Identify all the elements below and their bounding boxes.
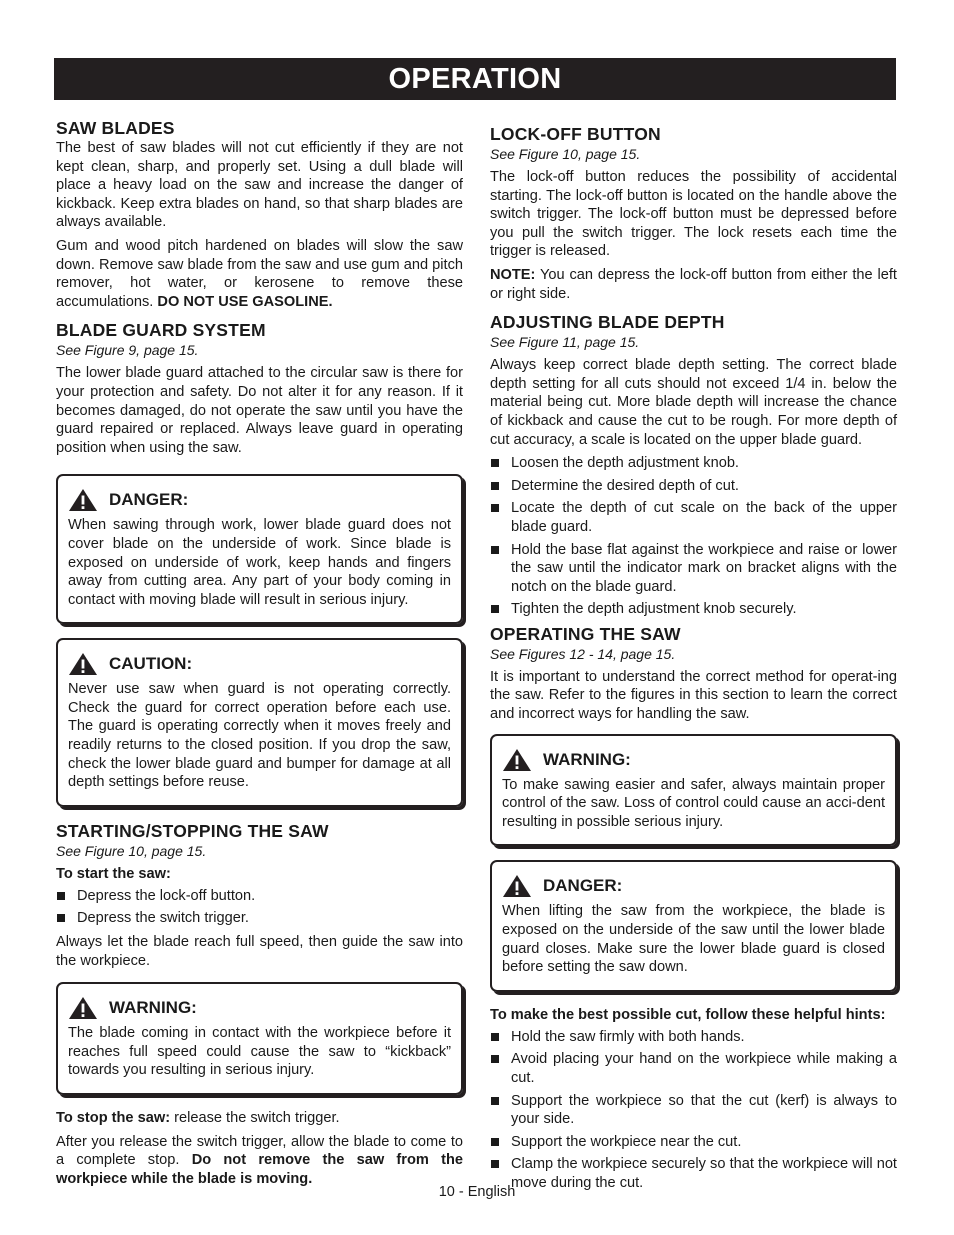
right-column <box>490 118 897 1198</box>
square-bullet-icon <box>491 546 499 554</box>
list-item-text: Determine the desired depth of cut. <box>511 477 739 494</box>
caution-box-title: CAUTION: <box>109 654 193 674</box>
blade-guard-paragraph: The lower blade guard attached to the circular saw is there for your protection and safety. Do not alter it for any reason. If it becomes damaged, do not operate the saw until you have the guard repaired or replaced. Always leave guard in operating position when using the saw. <box>56 365 463 456</box>
square-bullet-icon <box>491 459 499 467</box>
danger-box-title: DANGER: <box>109 490 189 510</box>
note-label: NOTE: <box>490 266 536 283</box>
stopping-text: After you release the switch trigger, allow the blade to come to a complete stop. <box>56 1133 463 1169</box>
stopping-paragraph <box>56 1133 463 1189</box>
list-item <box>490 1050 897 1087</box>
stopping-bold: Do not remove the saw from the workpiece while the blade is moving. <box>56 1152 463 1187</box>
warning-triangle-icon <box>502 874 532 898</box>
warning-box <box>56 982 463 1095</box>
danger-box-title: DANGER: <box>543 876 623 896</box>
square-bullet-icon <box>491 1160 499 1168</box>
blade-depth-list <box>490 454 897 619</box>
danger-box <box>56 474 463 624</box>
operating-figure-ref: See Figures 12 - 14, page 15. <box>490 645 676 662</box>
warning-triangle-icon <box>502 748 532 772</box>
saw-blades-p2-bold: DO NOT USE GASOLINE. <box>157 293 333 310</box>
note-text: You can depress the lock-off button from either the left or right side. <box>490 266 897 302</box>
list-item-text: Hold the base flat against the workpiece and raise or lower the saw until the indicator mark on bracket aligns with the notch on the blade guard. <box>511 541 897 595</box>
list-item-text: Loosen the depth adjustment knob. <box>511 455 739 472</box>
warning-triangle-icon <box>68 652 98 676</box>
square-bullet-icon <box>491 482 499 490</box>
list-item <box>490 454 897 473</box>
lock-off-figure-ref: See Figure 10, page 15. <box>490 146 641 162</box>
square-bullet-icon <box>57 892 65 900</box>
warning-box-title: WARNING: <box>109 998 197 1018</box>
operating-heading: OPERATING THE SAW <box>490 623 681 644</box>
stop-saw-text: release the switch trigger. <box>170 1110 340 1126</box>
square-bullet-icon <box>491 504 499 512</box>
list-item-text: Support the workpiece so that the cut (kerf) is always to your side. <box>511 1092 897 1128</box>
blade-depth-figure-ref: See Figure 11, page 15. <box>490 334 640 351</box>
danger-box <box>490 860 897 991</box>
danger-box-header <box>502 874 885 898</box>
warning-triangle-icon <box>68 996 98 1020</box>
stop-saw-paragraph <box>56 1109 463 1128</box>
list-item-text: Locate the depth of cut scale on the back of the upper blade guard. <box>511 500 897 535</box>
lock-off-heading: LOCK-OFF BUTTON <box>490 124 661 144</box>
stop-saw-label: To stop the saw: <box>56 1110 171 1126</box>
list-item-text: Depress the lock-off button. <box>77 887 256 904</box>
starting-stopping-heading: STARTING/STOPPING THE SAW <box>56 820 329 841</box>
caution-box <box>56 638 463 807</box>
warning-box-header <box>68 996 451 1020</box>
lock-off-paragraph: The lock-off button reduces the possibility of accidental starting. The lock-off button is located on the handle above the switch trigger. The lock-off button must be depressed before you pull the switch trigger. The lock resets each time the trigger is released. <box>490 169 897 260</box>
list-item <box>490 1028 897 1047</box>
danger-box-text: When lifting the saw from the workpiece, the blade is exposed on the underside of the saw until the lower blade guard closes. Make sure the lower blade guard is closed before setting the saw down. <box>502 903 885 976</box>
hints-list <box>490 1028 897 1193</box>
page-footer: 10 - English <box>438 1184 516 1200</box>
list-item-text: Avoid placing your hand on the workpiece while making a cut. <box>511 1051 897 1086</box>
square-bullet-icon <box>491 605 499 613</box>
hints-label: To make the best possible cut, follow these helpful hints: <box>490 1006 886 1023</box>
list-item-text: Support the workpiece near the cut. <box>511 1133 742 1150</box>
list-item-text: Hold the saw firmly with both hands. <box>511 1028 745 1045</box>
caution-box-text: Never use saw when guard is not operating correctly. Check the guard for correct operation before each use. The guard is operating correctly when it moves freely and readily returns to the closed position. If you drop the saw, check the lower blade guard and bumper for damage at all depth settings before reuse. <box>68 681 451 791</box>
starting-paragraph: Always let the blade reach full speed, then guide the saw into the workpiece. <box>56 934 463 969</box>
square-bullet-icon <box>491 1033 499 1041</box>
blade-guard-figure-ref: See Figure 9, page 15. <box>56 342 199 359</box>
danger-box-header <box>68 488 451 512</box>
list-item <box>490 541 897 597</box>
warning-box-title: WARNING: <box>543 749 631 769</box>
left-column <box>56 118 463 1193</box>
warning-box-text: To make sawing easier and safer, always maintain proper control of the saw. Loss of control could cause an acci-dent resulting in possible serious injury. <box>502 776 885 830</box>
square-bullet-icon <box>491 1055 499 1063</box>
blade-depth-heading: ADJUSTING BLADE DEPTH <box>490 312 725 333</box>
list-item-text: Clamp the workpiece securely so that the workpiece will not move during the cut. <box>511 1156 897 1191</box>
starting-figure-ref: See Figure 10, page 15. <box>56 842 207 859</box>
list-item-text: Tighten the depth adjustment knob securely. <box>511 601 797 618</box>
blade-guard-heading: BLADE GUARD SYSTEM <box>56 320 266 341</box>
danger-box-text: When sawing through work, lower blade guard does not cover blade on the underside of work. Since blade is exposed on underside of work, keep hands and fingers away from cutting area. Any part of your body coming in contact with moving blade will result in serious injury. <box>68 517 451 608</box>
list-item-text: Depress the switch trigger. <box>77 910 249 927</box>
square-bullet-icon <box>491 1097 499 1105</box>
list-item <box>56 909 463 928</box>
warning-box <box>490 734 897 847</box>
blade-depth-paragraph: Always keep correct blade depth setting. The correct blade depth setting for all cuts should not exceed 1/4 in. below the material being cut. More blade depth will increase the chance of kickback and cause the cut to be rough. For more depth of cut accuracy, a scale is located on the upper blade guard. <box>490 357 897 448</box>
list-item <box>490 1092 897 1129</box>
caution-box-header <box>68 652 451 676</box>
list-item <box>490 499 897 536</box>
square-bullet-icon <box>491 1138 499 1146</box>
warning-box-text: The blade coming in contact with the workpiece before it reaches full speed could cause the saw to “kickback” towards you resulting in serious injury. <box>68 1025 451 1079</box>
warning-box-header <box>502 748 885 772</box>
list-item <box>490 600 897 619</box>
saw-blades-p2-text: Gum and wood pitch hardened on blades will slow the saw down. Remove saw blade from the saw and use gum and pitch remover, hot water, or kerosene to remove these accumulations. <box>56 237 463 310</box>
list-item <box>490 477 897 496</box>
start-saw-label: To start the saw: <box>56 865 171 882</box>
list-item <box>56 887 463 906</box>
page-title: OPERATION <box>54 58 896 100</box>
lock-off-note <box>490 266 897 303</box>
saw-blades-paragraph-1: The best of saw blades will not cut efficiently if they are not kept clean, sharp, and properly set. Using a dull blade will place a heavy load on the saw and increase the danger of kickback. Keep extra blades on hand, so that sharp blades are always available. <box>56 140 463 231</box>
saw-blades-paragraph-2 <box>56 237 463 311</box>
square-bullet-icon <box>57 914 65 922</box>
list-item <box>490 1133 897 1152</box>
saw-blades-heading: SAW BLADES <box>56 118 175 138</box>
start-saw-list <box>56 887 463 928</box>
warning-triangle-icon <box>68 488 98 512</box>
operating-paragraph: It is important to understand the correct method for operat-ing the saw. Refer to the figures in this section to learn the correct and incorrect ways for handling the saw. <box>490 668 897 723</box>
